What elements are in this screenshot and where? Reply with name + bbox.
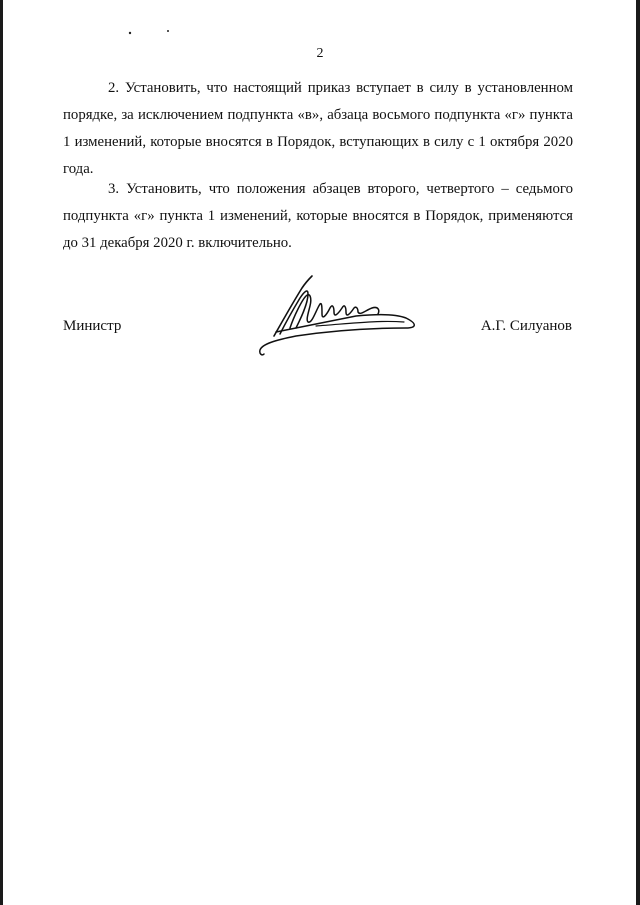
handwritten-signature xyxy=(256,270,428,360)
signatory-name: А.Г. Силуанов xyxy=(480,318,572,334)
scan-edge-right xyxy=(636,0,640,905)
paragraph-item-2: 2. Установить, что настоящий приказ вступает в силу в установленном порядке, за исключением подпункта «в», абзаца восьмого подпункта «г» пункта 1 изменений, которые вносятся в Порядок, вступающих в силу с 1 октября 2020 года. xyxy=(63,80,573,177)
scan-edge-left xyxy=(0,0,3,905)
paragraph-item-3: 3. Установить, что положения абзацев второго, четвертого – седьмого подпункта «г» пункта 1 изменений, которые вносятся в Порядок, применяются до 31 декабря 2020 г. включительно. xyxy=(63,181,573,251)
scan-specks xyxy=(126,28,176,36)
signatory-position: Министр xyxy=(63,318,122,334)
page-number: 2 xyxy=(316,46,324,61)
